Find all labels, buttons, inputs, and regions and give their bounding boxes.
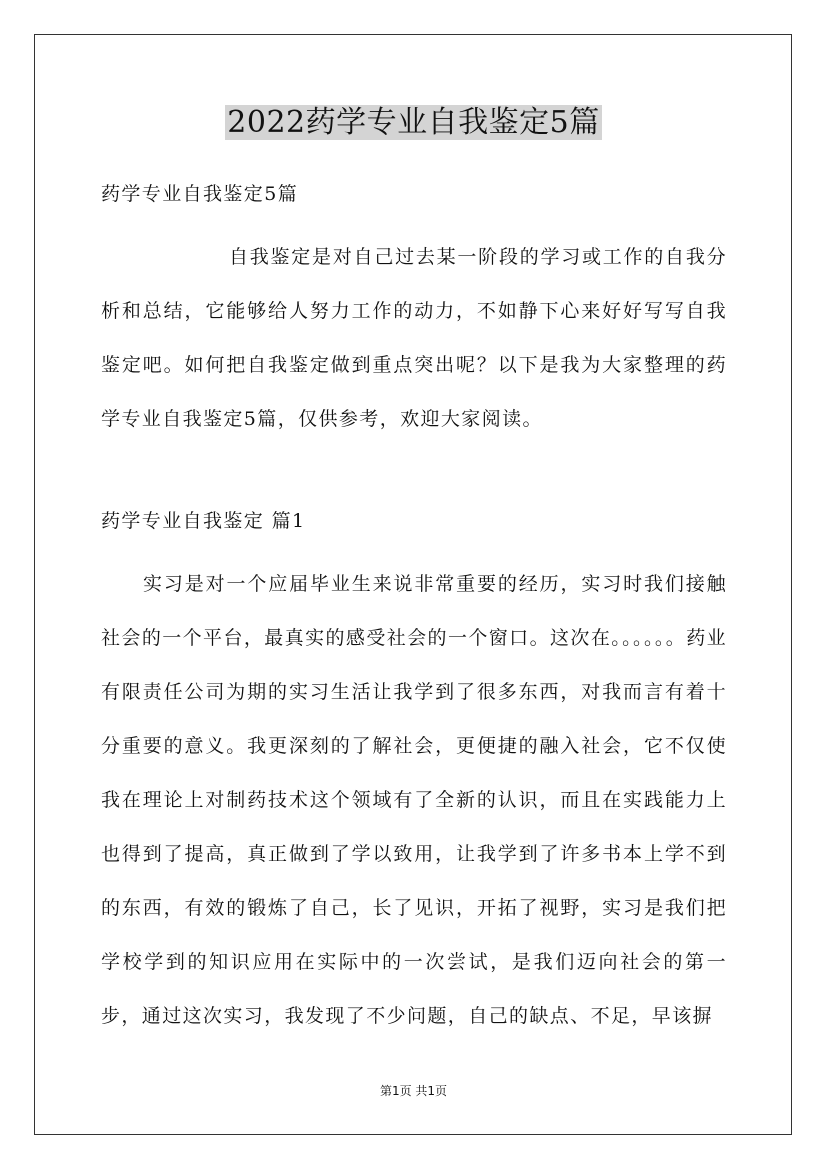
document-title [0, 101, 827, 145]
page-footer: 第1页 共1页 [379, 1084, 448, 1098]
document-subtitle: 药学专业自我鉴定5篇 [101, 183, 299, 205]
document-title-text: 2022药学专业自我鉴定5篇 [227, 105, 600, 140]
intro-paragraph: 自我鉴定是对自己过去某一阶段的学习或工作的自我分析和总结，它能够给人努力工作的动力，不如静下心来好好写写自我鉴定吧。如何把自我鉴定做到重点突出呢？以下是我为大家整理的药学专业自我鉴定5篇，仅供参考，欢迎大家阅读。 [101, 246, 727, 430]
section-heading: 药学专业自我鉴定 篇1 [101, 510, 306, 532]
body-paragraph: 实习是对一个应届毕业生来说非常重要的经历，实习时我们接触社会的一个平台，最真实的感受社会的一个窗口。这次在。。。。。。药业有限责任公司为期的实习生活让我学到了很多东西，对我而言有着十分重要的意义。我更深刻的了解社会，更便捷的融入社会，它不仅使我在理论上对制药技术这个领域有了全新的认识，而且在实践能力上也得到了提高，真正做到了学以致用，让我学到了许多书本上学不到的东西，有效的锻炼了自己，长了见识，开拓了视野，实习是我们把学校学到的知识应用在实际中的一次尝试，是我们迈向社会的第一步，通过这次实习，我发现了不少问题，自己的缺点、不足，早该摒 [101, 573, 727, 1027]
